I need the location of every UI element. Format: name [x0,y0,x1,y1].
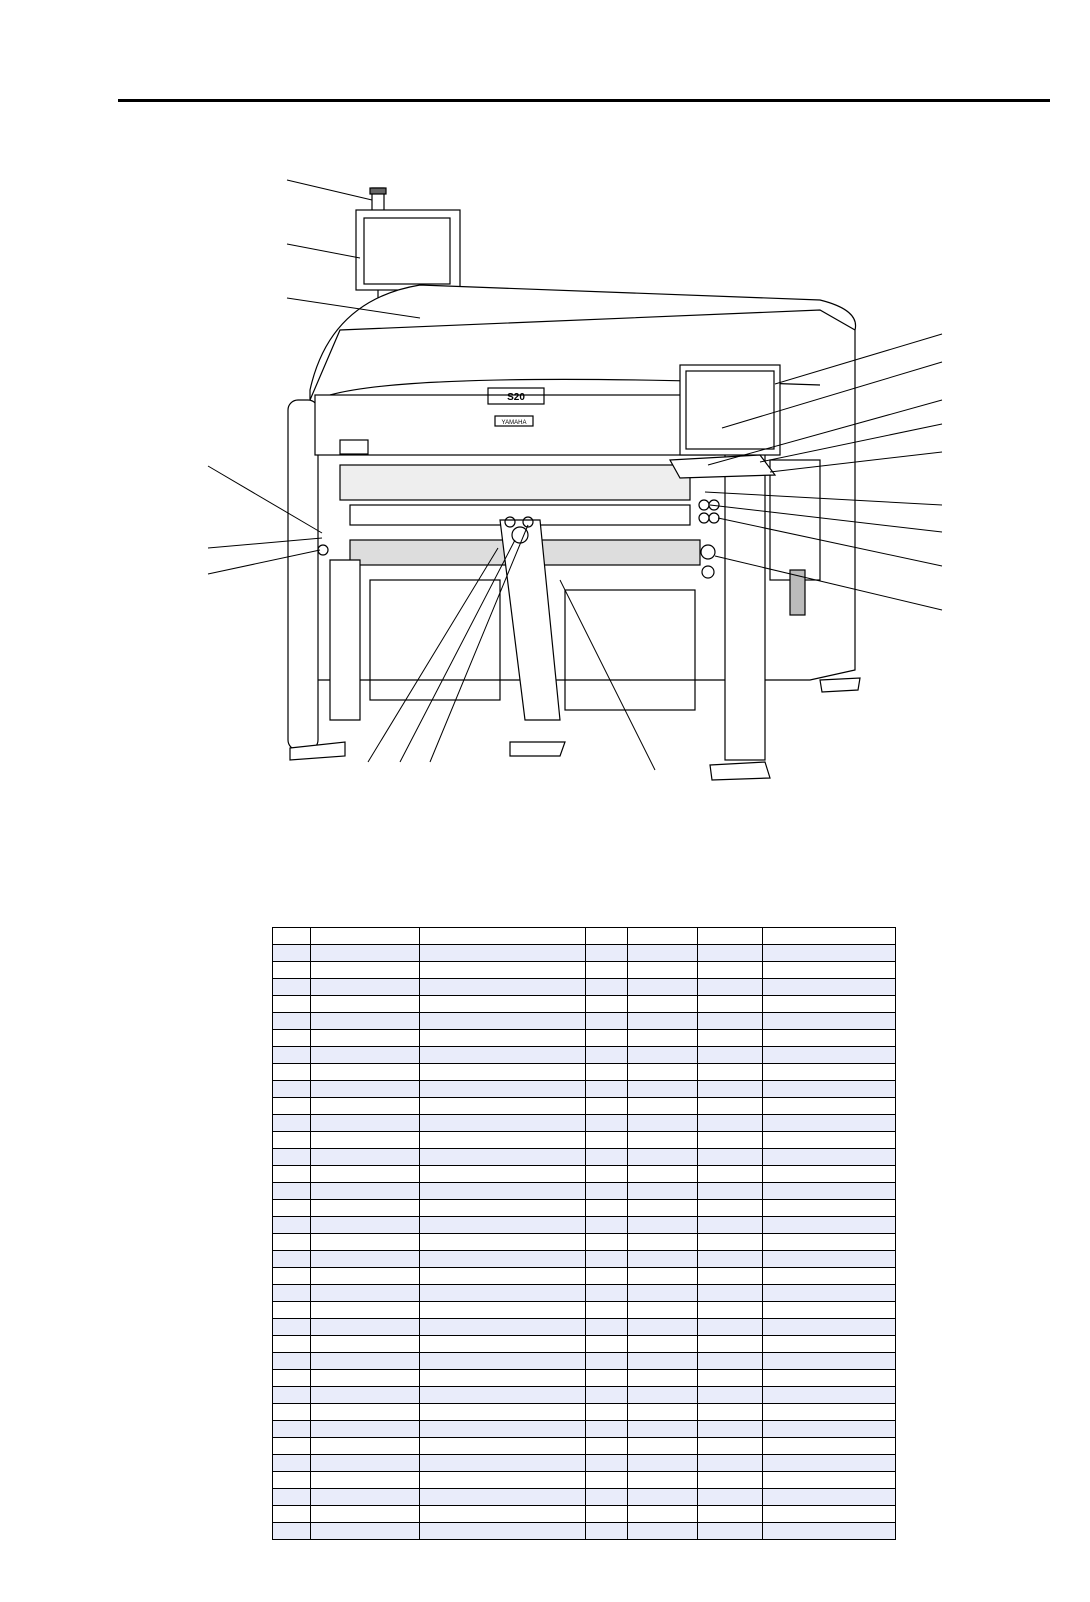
table-cell [586,1081,628,1098]
table-cell [586,1217,628,1234]
table-cell [628,1370,698,1387]
table-cell [763,1047,896,1064]
table-cell [420,979,586,996]
table-cell [420,1166,586,1183]
table-row [273,1455,896,1472]
table-cell [763,1251,896,1268]
table-cell [311,1336,420,1353]
table-cell [586,1506,628,1523]
table-cell [311,1421,420,1438]
table-cell [586,1166,628,1183]
table-header-row [273,928,896,945]
table-cell [763,1098,896,1115]
table-cell [698,1217,763,1234]
table-cell [586,1438,628,1455]
table-cell [420,1149,586,1166]
table-cell [420,1438,586,1455]
table-cell [420,1421,586,1438]
table-cell [586,1098,628,1115]
table-cell [763,1319,896,1336]
table-cell [311,1166,420,1183]
table-cell [311,962,420,979]
table-cell [420,1013,586,1030]
table-cell [628,1268,698,1285]
table-row [273,1319,896,1336]
table-cell [763,1438,896,1455]
table-cell [420,1455,586,1472]
table-cell [273,996,311,1013]
table-cell [273,1166,311,1183]
table-cell [698,962,763,979]
table-cell [628,1285,698,1302]
table-row [273,979,896,996]
table-cell [698,1013,763,1030]
table-cell [273,928,311,945]
table-cell [273,1132,311,1149]
table-cell [420,1472,586,1489]
table-cell [311,1149,420,1166]
table-cell [273,1115,311,1132]
table-row [273,1217,896,1234]
table-cell [273,1268,311,1285]
table-cell [586,1115,628,1132]
table-row [273,1149,896,1166]
table-cell [763,1506,896,1523]
table-cell [311,1098,420,1115]
table-cell [628,962,698,979]
table-cell [698,1387,763,1404]
table-row [273,1183,896,1200]
table-row [273,1302,896,1319]
table-cell [763,1064,896,1081]
table-cell [273,1234,311,1251]
table-cell [763,962,896,979]
table-row [273,1064,896,1081]
table-cell [420,1523,586,1540]
table-cell [628,996,698,1013]
table-cell [763,1285,896,1302]
table-row [273,1523,896,1540]
table-cell [763,1149,896,1166]
table-row [273,1489,896,1506]
table-cell [311,1081,420,1098]
table-cell [698,1268,763,1285]
table-cell [698,1285,763,1302]
table-cell [586,1149,628,1166]
table-cell [311,1319,420,1336]
table-cell [311,1387,420,1404]
table-cell [628,1472,698,1489]
table-row [273,1115,896,1132]
table-row [273,1285,896,1302]
table-cell [586,1319,628,1336]
table-cell [628,1030,698,1047]
table-cell [628,945,698,962]
table-cell [273,1302,311,1319]
table-cell [273,1251,311,1268]
table-cell [628,1149,698,1166]
table-cell [586,1132,628,1149]
table-cell [763,1353,896,1370]
table-cell [586,1200,628,1217]
table-cell [698,1523,763,1540]
table-cell [420,945,586,962]
table-cell [420,928,586,945]
table-row [273,1047,896,1064]
table-cell [763,1387,896,1404]
table-cell [273,1064,311,1081]
table-cell [273,1421,311,1438]
table-cell [273,1183,311,1200]
table-cell [698,1353,763,1370]
table-cell [698,1098,763,1115]
table-cell [698,979,763,996]
table-cell [698,1030,763,1047]
table-cell [698,1081,763,1098]
table-row [273,1098,896,1115]
table-row [273,1438,896,1455]
table-cell [586,945,628,962]
table-cell [763,1200,896,1217]
table-cell [311,1455,420,1472]
table-cell [763,1455,896,1472]
machine-body [288,285,856,760]
table-cell [420,1506,586,1523]
table-cell [628,1455,698,1472]
table-cell [420,962,586,979]
table-cell [420,1200,586,1217]
table-cell [698,1115,763,1132]
table-cell [420,1183,586,1200]
table-row [273,1506,896,1523]
table-row [273,1268,896,1285]
table-cell [311,1268,420,1285]
table-row [273,1336,896,1353]
table-cell [311,1183,420,1200]
table-cell [420,1489,586,1506]
table-cell [628,1438,698,1455]
table-row [273,1387,896,1404]
table-cell [273,1506,311,1523]
table-cell [586,1336,628,1353]
table-cell [586,1013,628,1030]
table-cell [273,1013,311,1030]
table-row [273,1370,896,1387]
table-cell [628,1081,698,1098]
table-cell [763,979,896,996]
table-cell [586,1030,628,1047]
table-cell [311,1047,420,1064]
table-cell [273,1404,311,1421]
table-cell [311,1353,420,1370]
table-cell [311,1438,420,1455]
table-cell [273,1149,311,1166]
table-cell [628,1200,698,1217]
table-cell [311,928,420,945]
table-cell [698,1370,763,1387]
machine-diagram [0,150,1090,800]
table-cell [763,1013,896,1030]
table-cell [586,1064,628,1081]
table-cell [698,1166,763,1183]
table-cell [420,1098,586,1115]
table-cell [586,1472,628,1489]
table-cell [628,1047,698,1064]
parts-table [272,927,896,1540]
table-cell [628,1387,698,1404]
table-row [273,1081,896,1098]
table-cell [586,1489,628,1506]
table-cell [311,979,420,996]
table-cell [273,1438,311,1455]
table-cell [586,1353,628,1370]
table-cell [420,1302,586,1319]
table-cell [763,1030,896,1047]
table-cell [311,996,420,1013]
table-cell [628,979,698,996]
table-cell [273,1370,311,1387]
table-row [273,1251,896,1268]
table-cell [311,945,420,962]
table-cell [273,1217,311,1234]
table-cell [311,1404,420,1421]
table-cell [628,1132,698,1149]
table-cell [763,1081,896,1098]
table-cell [698,1319,763,1336]
table-cell [420,1132,586,1149]
model-badge-text: S20 [507,392,525,403]
table-cell [698,1234,763,1251]
table-cell [420,1353,586,1370]
table-cell [628,1489,698,1506]
table-cell [586,1404,628,1421]
table-row [273,945,896,962]
table-cell [698,1302,763,1319]
table-cell [763,1523,896,1540]
table-cell [273,979,311,996]
table-cell [586,996,628,1013]
table-cell [586,1302,628,1319]
table-cell [311,1200,420,1217]
table-cell [628,1336,698,1353]
table-cell [628,1421,698,1438]
table-cell [311,1234,420,1251]
table-cell [273,1455,311,1472]
table-row [273,1013,896,1030]
table-cell [420,1047,586,1064]
table-cell [586,962,628,979]
table-cell [586,1523,628,1540]
table-row [273,1166,896,1183]
table-cell [763,1421,896,1438]
table-cell [420,1030,586,1047]
table-row [273,1421,896,1438]
table-cell [698,928,763,945]
table-row [273,1472,896,1489]
table-row [273,1353,896,1370]
table-cell [763,1166,896,1183]
table-cell [420,1234,586,1251]
table-cell [420,1285,586,1302]
table-cell [420,1251,586,1268]
table-row [273,1404,896,1421]
table-cell [273,1489,311,1506]
table-cell [311,1285,420,1302]
table-cell [628,1234,698,1251]
table-cell [698,1183,763,1200]
table-cell [698,996,763,1013]
table-cell [586,1047,628,1064]
table-row [273,1234,896,1251]
table-cell [420,1336,586,1353]
table-cell [586,1421,628,1438]
table-cell [763,1302,896,1319]
table-cell [311,1489,420,1506]
table-cell [628,1013,698,1030]
table-cell [763,1132,896,1149]
table-cell [273,1523,311,1540]
table-row [273,1030,896,1047]
table-cell [311,1013,420,1030]
table-cell [628,1064,698,1081]
table-cell [311,1064,420,1081]
table-cell [420,1064,586,1081]
table-cell [698,1047,763,1064]
table-cell [698,945,763,962]
table-cell [698,1438,763,1455]
table-cell [763,1115,896,1132]
table-cell [763,1404,896,1421]
table-cell [628,1404,698,1421]
table-cell [698,1200,763,1217]
table-cell [698,1455,763,1472]
table-cell [311,1472,420,1489]
table-cell [763,1336,896,1353]
table-cell [763,1217,896,1234]
table-cell [628,1115,698,1132]
table-cell [273,945,311,962]
table-cell [698,1132,763,1149]
table-cell [628,928,698,945]
table-cell [698,1421,763,1438]
table-cell [763,1234,896,1251]
table-cell [698,1404,763,1421]
table-cell [628,1183,698,1200]
table-cell [311,1132,420,1149]
table-cell [273,1047,311,1064]
table-cell [763,996,896,1013]
table-cell [273,1030,311,1047]
logo-text: YAMAHA [501,420,527,426]
table-row [273,1132,896,1149]
table-cell [698,1336,763,1353]
table-row [273,962,896,979]
table-cell [311,1523,420,1540]
table-cell [698,1489,763,1506]
table-cell [586,1251,628,1268]
table-cell [311,1506,420,1523]
table-cell [698,1472,763,1489]
table-cell [698,1251,763,1268]
table-cell [628,1251,698,1268]
table-cell [763,945,896,962]
table-cell [273,1098,311,1115]
table-cell [420,1268,586,1285]
table-cell [763,928,896,945]
table-cell [273,1472,311,1489]
table-cell [420,1081,586,1098]
table-cell [273,1081,311,1098]
table-cell [273,1336,311,1353]
table-cell [273,1200,311,1217]
table-cell [628,1302,698,1319]
table-cell [586,1387,628,1404]
table-cell [420,1319,586,1336]
table-cell [311,1030,420,1047]
table-cell [586,1370,628,1387]
table-cell [586,1234,628,1251]
table-cell [586,1285,628,1302]
table-cell [628,1319,698,1336]
table-cell [586,979,628,996]
table-cell [420,996,586,1013]
table-cell [628,1166,698,1183]
table-cell [698,1149,763,1166]
table-cell [420,1404,586,1421]
table-cell [311,1217,420,1234]
table-cell [763,1183,896,1200]
table-cell [420,1217,586,1234]
table-cell [273,1387,311,1404]
table-cell [586,1455,628,1472]
table-cell [628,1353,698,1370]
table-cell [420,1387,586,1404]
table-cell [586,1183,628,1200]
table-cell [698,1064,763,1081]
table-cell [273,1319,311,1336]
table-cell [586,1268,628,1285]
table-cell [273,1285,311,1302]
table-cell [420,1370,586,1387]
table-cell [698,1506,763,1523]
table-cell [311,1115,420,1132]
table-cell [763,1370,896,1387]
table-row [273,996,896,1013]
table-cell [311,1302,420,1319]
table-cell [273,1353,311,1370]
table-cell [763,1472,896,1489]
table-cell [586,928,628,945]
table-cell [420,1115,586,1132]
table-cell [628,1098,698,1115]
table-cell [628,1506,698,1523]
header-rule [118,99,1050,102]
table-cell [628,1217,698,1234]
feet [290,678,860,780]
table-cell [628,1523,698,1540]
table-cell [763,1489,896,1506]
table-cell [763,1268,896,1285]
table-row [273,1200,896,1217]
table-cell [311,1251,420,1268]
table-cell [273,962,311,979]
table-cell [311,1370,420,1387]
